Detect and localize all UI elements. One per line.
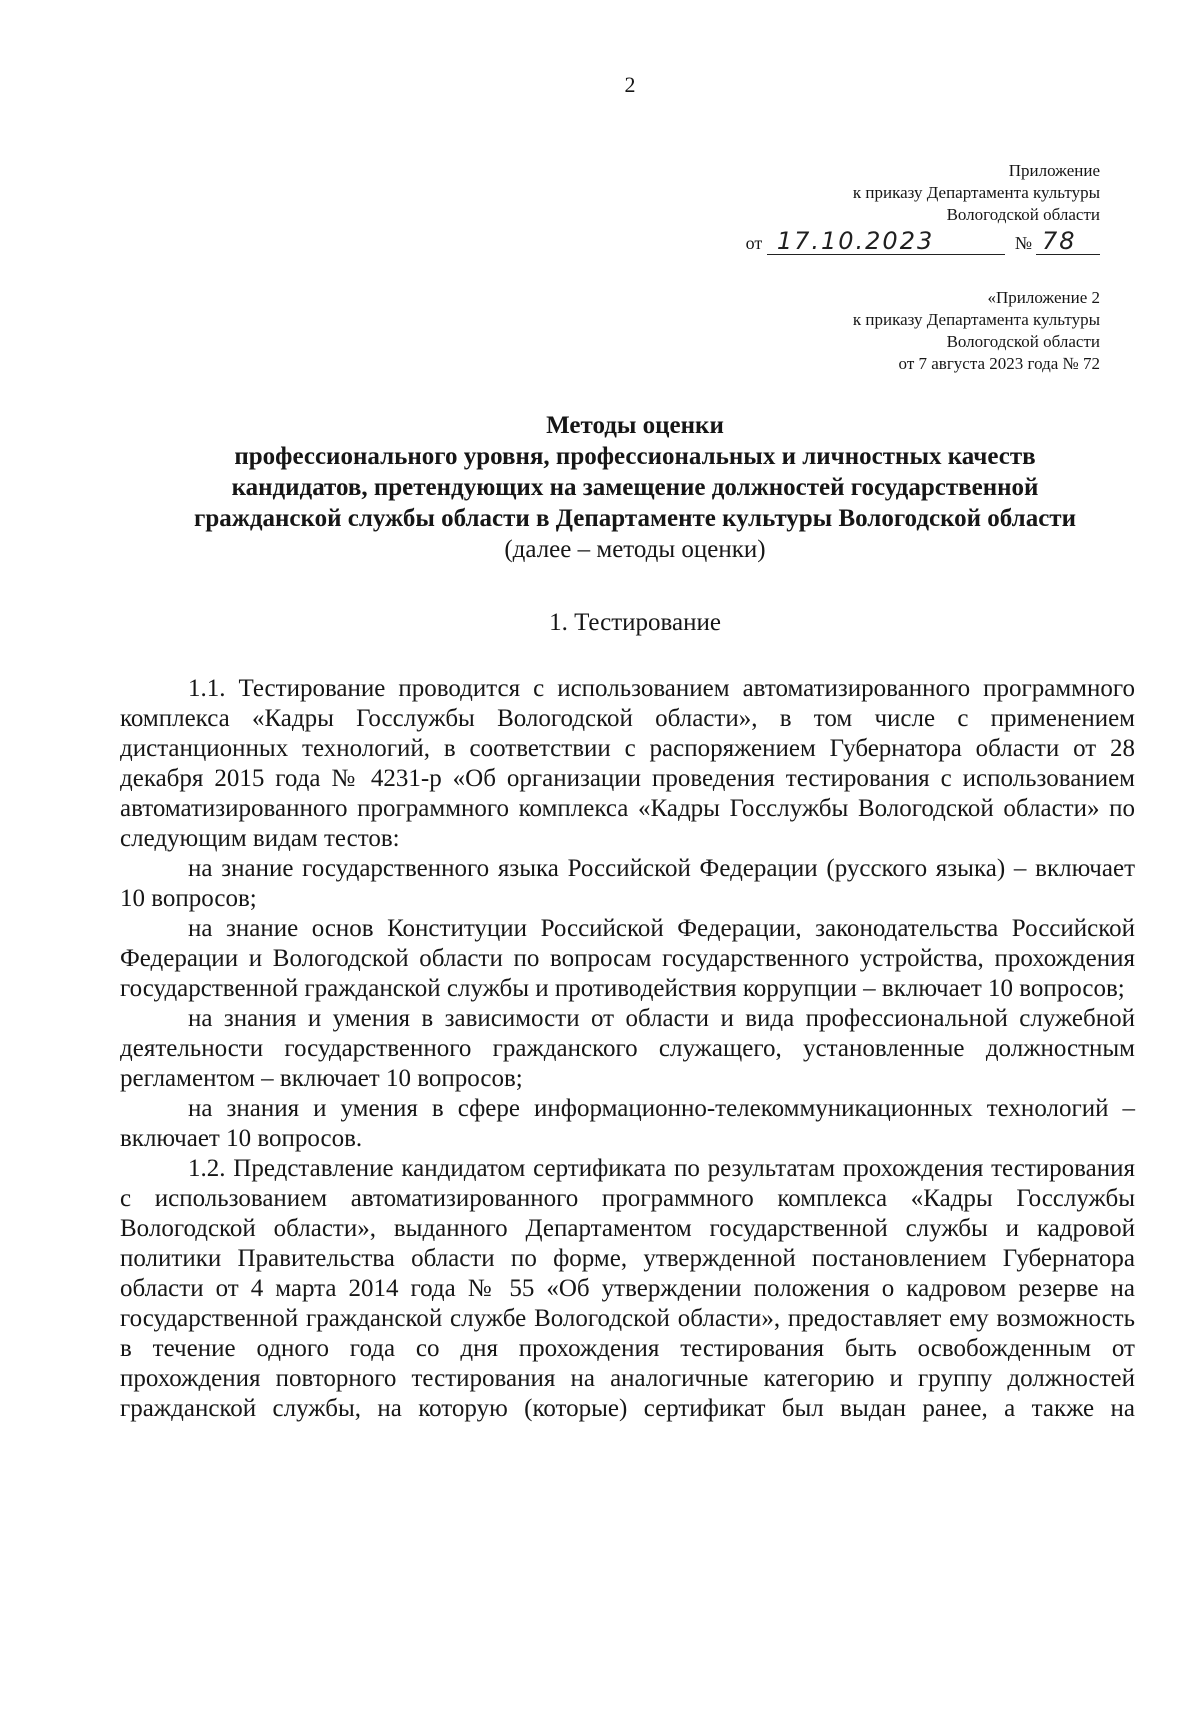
appendix-order-ref: к приказу Департамента культуры bbox=[852, 183, 1100, 202]
paragraph-1-1: 1.1. Тестирование проводится с использованием автоматизированного программного комплекса «Кадры Госслужбы Вологодской области», в том числе с применением дистанционных технологий, в соответствии с распоряжением Губернатора области от 28 декабря 2015 года № 4231-р «Об организации проведения тестирования с использованием автоматизированного программного комплекса «Кадры Госслужбы Вологодской области» по следующим видам тестов: bbox=[120, 675, 1135, 852]
original-appendix-date: от 7 августа 2023 года № 72 bbox=[898, 354, 1100, 373]
title-line-1: Методы оценки bbox=[546, 412, 724, 439]
title-line-2: профессионального уровня, профессиональных и личностных качеств bbox=[234, 443, 1036, 470]
number-sign: № bbox=[1014, 233, 1032, 253]
order-date-number-line bbox=[746, 228, 1100, 255]
test-item-professional: на знания и умения в зависимости от области и вида профессиональной служебной деятельности государственного гражданского служащего, установленные должностным регламентом – включает 10 вопросов; bbox=[120, 1005, 1135, 1092]
test-item-constitution: на знание основ Конституции Российской Федерации, законодательства Российской Федерации и Вологодской области по вопросам государственного устройства, прохождения государственной гражданской службы и противодействия коррупции – включает 10 вопросов; bbox=[120, 915, 1135, 1002]
title-line-4: гражданской службы области в Департаменте культуры Вологодской области bbox=[193, 505, 1076, 532]
original-appendix-label: «Приложение 2 bbox=[987, 288, 1100, 307]
handwritten-date: 17.10.2023 bbox=[767, 228, 1005, 255]
appendix-header bbox=[746, 160, 1100, 255]
body-text bbox=[120, 674, 1135, 1424]
paragraph-1-2: 1.2. Представление кандидатом сертификата по результатам прохождения тестирования с использованием автоматизированного программного комплекса «Кадры Госслужбы Вологодской области», выданного Департаментом государственной службы и кадровой политики Правительства области по форме, утвержденной постановлением Губернатора области от 4 марта 2014 года № 55 «Об утверждении положения о кадровом резерве на государственной гражданской службе Вологодской области», предоставляет ему возможность в течение одного года со дня прохождения тестирования быть освобожденным от прохождения повторного тестирования на аналогичные категорию и группу должностей гражданской службы, на которую (которые) сертификат был выдан ранее, а также на bbox=[120, 1155, 1135, 1422]
page-number: 2 bbox=[624, 72, 636, 97]
title-line-3: кандидатов, претендующих на замещение должностей государственной bbox=[231, 474, 1039, 501]
date-prefix: от bbox=[745, 233, 763, 253]
appendix-label: Приложение bbox=[1008, 161, 1100, 180]
document-title bbox=[130, 410, 1140, 565]
section-heading: 1. Тестирование bbox=[549, 609, 721, 636]
original-appendix-region: Вологодской области bbox=[946, 332, 1100, 351]
original-appendix-order-ref: к приказу Департамента культуры bbox=[852, 310, 1100, 329]
test-item-ict: на знания и умения в сфере информационно-телекоммуникационных технологий – включает 10 вопросов. bbox=[120, 1095, 1135, 1152]
test-item-russian-language: на знание государственного языка Российской Федерации (русского языка) – включает 10 вопросов; bbox=[120, 855, 1135, 912]
handwritten-number: 78 bbox=[1036, 228, 1100, 255]
original-appendix-header bbox=[853, 287, 1100, 375]
appendix-region: Вологодской области bbox=[946, 205, 1100, 224]
title-note: (далее – методы оценки) bbox=[504, 536, 766, 563]
